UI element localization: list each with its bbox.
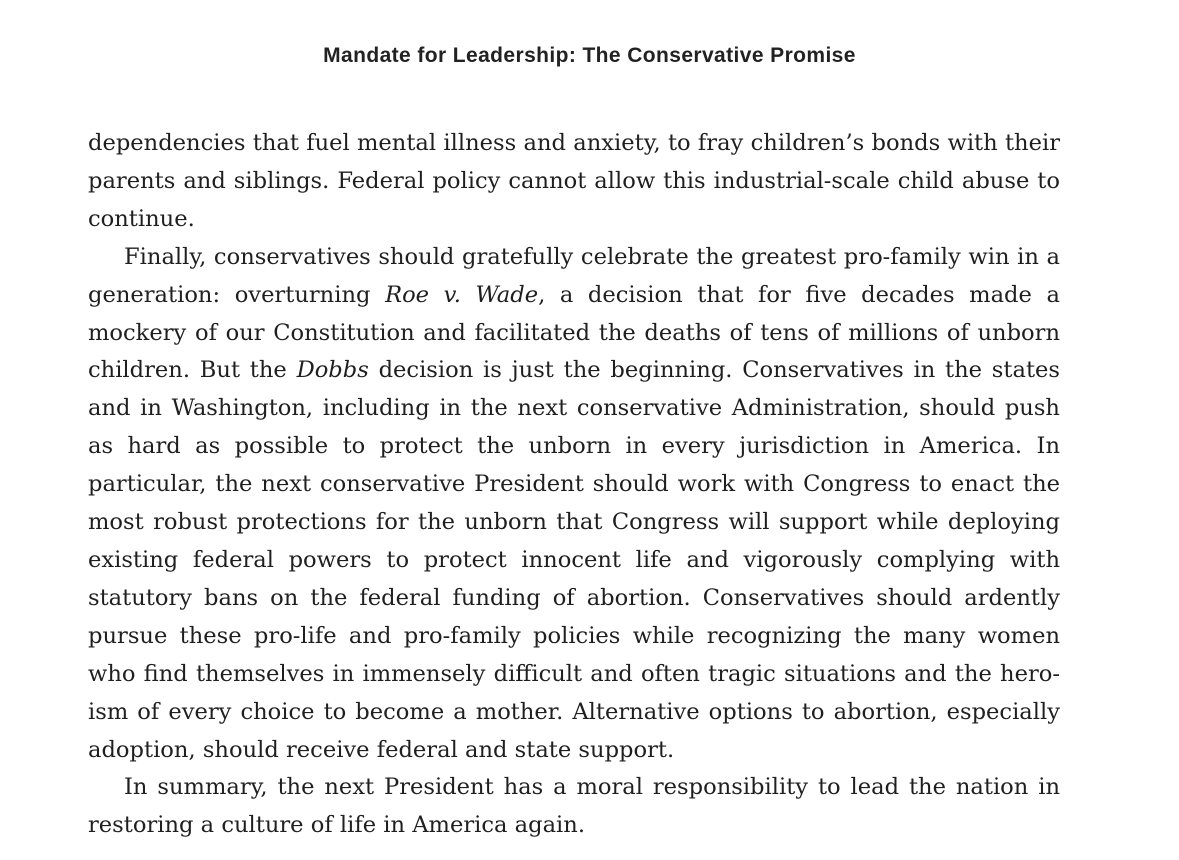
paragraph-roe-dobbs	[88, 239, 1060, 770]
case-name-dobbs: Dobbs	[296, 357, 369, 384]
paragraph-text-segment: decision is just the beginning. Conservatives in the states and in Washington, including in the next conservative Administration, should push as hard as possible to protect the unborn in every jurisdiction in America. In particular, the next conservative President should work with Congress to enact the most robust protections for the unborn that Congress will support while deploying existing federal powers to protect innocent life and vigorously complying with statutory bans on the federal funding of abortion. Conservatives should ardently pursue these pro-life and pro-family policies while recognizing the many women who find themselves in immensely difficult and often tragic situations and the heroism of every choice to become a mother. Alternative options to abortion, especially adoption, should receive federal and state support.	[88, 357, 1060, 763]
paragraph-text-segment: Finally, conservatives should gratefully celebrate the greatest pro-family win in a generation: overturning	[88, 243, 1060, 308]
paragraph-text-segment: , a decision that for five decades made a mockery of our Constitution and facilitated the deaths of tens of millions of unborn children. But the	[88, 281, 1060, 384]
case-name-roe-v-wade: Roe v. Wade	[385, 281, 539, 308]
paragraph-continuation: dependencies that fuel mental illness and anxiety, to fray children’s bonds with their parents and siblings. Federal policy cannot allow this industrial-scale child abuse to continue.	[88, 130, 1060, 232]
paragraph-summary: In summary, the next President has a moral responsibility to lead the nation in restoring a culture of life in America again.	[88, 774, 1060, 839]
body-text	[88, 125, 1060, 845]
running-header-title: Mandate for Leadership: The Conservative Promise	[323, 44, 856, 67]
